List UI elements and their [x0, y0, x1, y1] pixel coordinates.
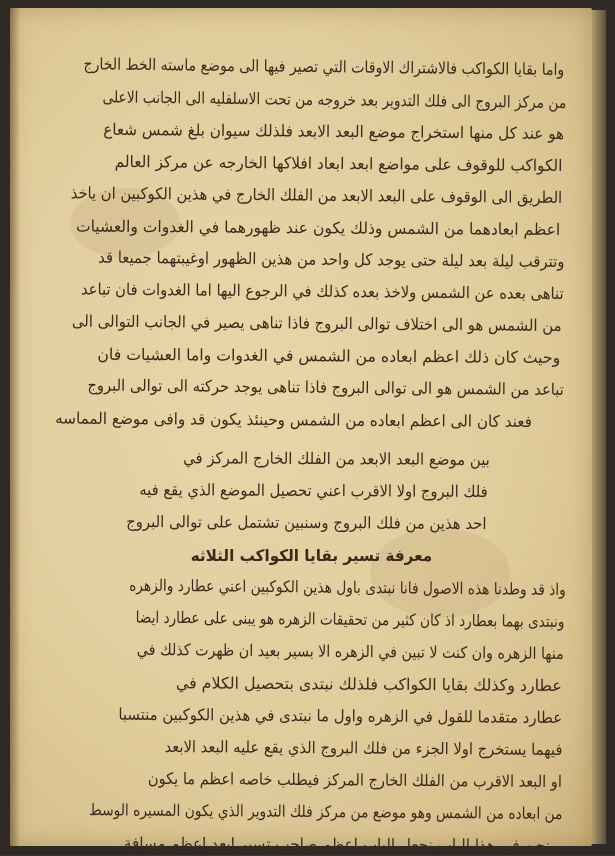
text-line: بين موضع البعد الابعد من الفلك الخارج المركز في [183, 448, 491, 469]
text-line: او البعد الاقرب من الفلك الخارج المركز فيطلب خاصه اعظم ما يكون [147, 768, 563, 791]
page-edge [592, 10, 606, 844]
text-line: فيهما يستخرج اولا الجزء من فلك البروج الذي يقع عليه البعد الابعد [164, 736, 563, 759]
text-line: من ابعاده من الشمس وهو موضع من مركز فلك التدوير الذي يكون المسيره الوسط [88, 800, 563, 823]
text-line: الطريق الى الوقوف على البعد الابعد من الفلك الخارج في هذين الكوكبين ان ياخذ [70, 183, 563, 207]
text-line: عطارد وكذلك بقايا الكواكب فلذلك نبتدى بتحصيل الكلام في [175, 673, 563, 695]
text-line: عطارد متقدما للقول في الزهره واول ما نبتدى في هذين الكوكبين منتسبا [118, 704, 563, 727]
text-line: الكواكب للوقوف على مواضع ابعد ابعاد افلاكها الخارجه عن مركز العالم [114, 151, 563, 175]
section-heading: معرفة تسير بقايا الكواكب الثلاثه [190, 546, 432, 565]
text-line: تباعد من الشمس هو الى توالى البروج فاذا تناهى يوجد حركته الى توالى البروج [87, 375, 565, 399]
text-line: ونبتدى بهما بعطارد اذ كان كثير من تحقيقات الزهره هو يبنى على عطارد ايضا [135, 607, 565, 631]
text-line: هو عند كل منها استخراج موضع البعد الابعد فلذلك سيوان بلغ شمس شعاع [103, 119, 565, 143]
text-line: فعند كان الى اعظم ابعاده من الشمس وحينئذ يكون قد وافى موضع المماسه [55, 408, 533, 431]
text-line: منها الزهره وان كنت لا تبين في الزهره الا بسير بعيد ان ظهرت كذلك في [136, 639, 565, 663]
text-line: وتترقب ليلة بعد ليلة حتى يوجد كل واحد من هذين الظهور اوغيبتهما جميعا قد [97, 247, 565, 271]
text-line: اعظم ابعادهما من الشمس وذلك يكون عند ظهورهما في الغدوات والعشيات [75, 216, 561, 239]
text-line: فلك البروج اولا الاقرب اعني تحصيل الموضع الذي يقع فيه [139, 480, 489, 501]
manuscript-text [24, 54, 572, 855]
binding-gutter [10, 8, 20, 846]
text-line: احد هذين من فلك البروج وسنبين تشتمل على توالى البروج [125, 511, 487, 533]
text-line: واذ قد وطدنا هذه الاصول فانا نبتدى باول هذين الكوكبين اعني عطارد والزهره [129, 575, 567, 599]
text-line: وحيث كان ذلك اعظم ابعاده من الشمس في الغدوات واما العشيات فان [97, 344, 561, 367]
text-line: ونحن في هذا الباب نجعل الباب اعظم صاحب تسير ابعد اعظم مسافة [124, 833, 559, 855]
text-line: تناهى بعده عن الشمس ولاخذ بعده كذلك في الرجوع اليها اما الغدوات فان تباعد [81, 279, 565, 303]
text-line: من مركز البروج الى فلك التدوير بعد خروجه من تحت الاسلفليه الى الجانب الاعلى [102, 87, 567, 112]
text-line: من الشمس هو الى اختلاف توالى البروج فاذا تناهى يصير في الجانب التوالى الى [72, 311, 563, 335]
text-line: واما بقايا الكواكب فالاشتراك الاوقات التي تصير فيها الى موضع ماسته الخط الخارج [83, 54, 565, 79]
